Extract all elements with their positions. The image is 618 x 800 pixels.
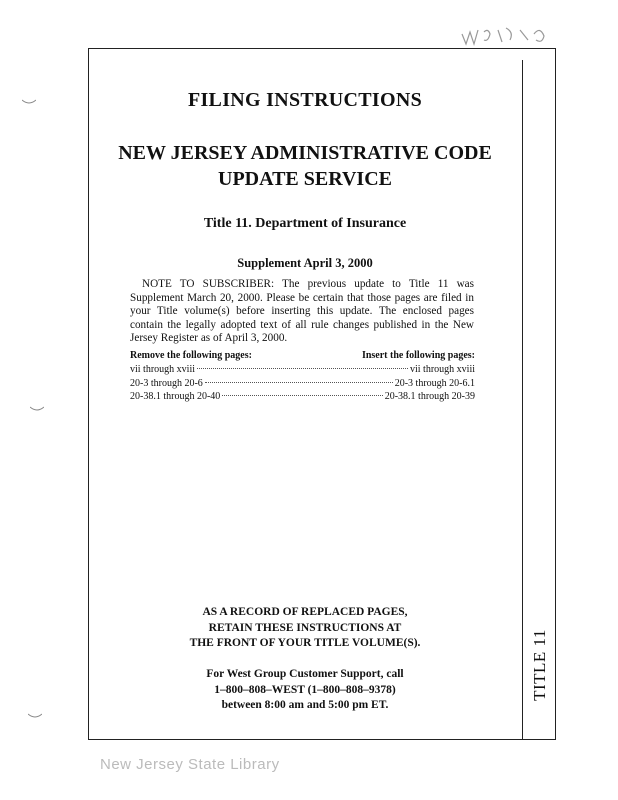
- notice-line: AS A RECORD OF REPLACED PAGES,: [202, 606, 408, 618]
- subheading-line: NEW JERSEY ADMINISTRATIVE CODE: [118, 142, 492, 164]
- remove-pages: 20-3 through 20-6: [130, 377, 203, 389]
- leader-dots: [197, 368, 408, 369]
- table-row: [130, 377, 475, 391]
- document-heading: FILING INSTRUCTIONS: [187, 89, 423, 111]
- title-name: Title 11. Department of Insurance: [203, 216, 407, 231]
- handwritten-mark: [458, 20, 558, 48]
- margin-tick-mark: [22, 98, 36, 106]
- table-row: [130, 390, 475, 404]
- subheading-line: UPDATE SERVICE: [218, 168, 392, 190]
- margin-tick-mark: [30, 405, 44, 413]
- insert-pages: vii through xviii: [410, 364, 475, 375]
- library-stamp: New Jersey State Library: [100, 756, 280, 773]
- notice-line: THE FRONT OF YOUR TITLE VOLUME(S).: [189, 637, 421, 649]
- remove-pages: 20-38.1 through 20-40: [130, 391, 221, 402]
- insert-header: Insert the following pages:: [361, 350, 475, 361]
- leader-dots: [205, 382, 393, 383]
- table-row: [130, 363, 475, 377]
- support-hours: between 8:00 am and 5:00 pm ET.: [221, 699, 389, 711]
- notice-line: RETAIN THESE INSTRUCTIONS AT: [208, 621, 402, 634]
- support-phone: 1–800–808–WEST (1–800–808–9378): [214, 683, 396, 696]
- document-subheading: [90, 140, 520, 192]
- remove-header: Remove the following pages:: [130, 350, 252, 361]
- page-replacement-table: [130, 350, 475, 404]
- page-table-header: [130, 350, 475, 361]
- retain-notice: [90, 605, 520, 652]
- side-tab-label: TITLE 11: [529, 629, 549, 701]
- support-line: For West Group Customer Support, call: [206, 668, 404, 680]
- insert-pages: 20-3 through 20-6.1: [394, 377, 475, 389]
- customer-support: [90, 667, 520, 714]
- insert-pages: 20-38.1 through 20-39: [384, 391, 475, 402]
- supplement-date: Supplement April 3, 2000: [237, 256, 373, 270]
- subscriber-note: NOTE TO SUBSCRIBER: The previous update to Title 11 was Supplement March 20, 2000. Please be certain that those pages are filed in your Title volume(s) before inserting this update. The enclosed pages contain the legally adopted text of all rule changes published in the New Jersey Register as of April 3, 2000.: [130, 278, 474, 344]
- remove-pages: vii through xviii: [130, 364, 195, 375]
- margin-tick-mark: [28, 712, 42, 720]
- side-tab: [523, 620, 556, 710]
- leader-dots: [222, 395, 382, 396]
